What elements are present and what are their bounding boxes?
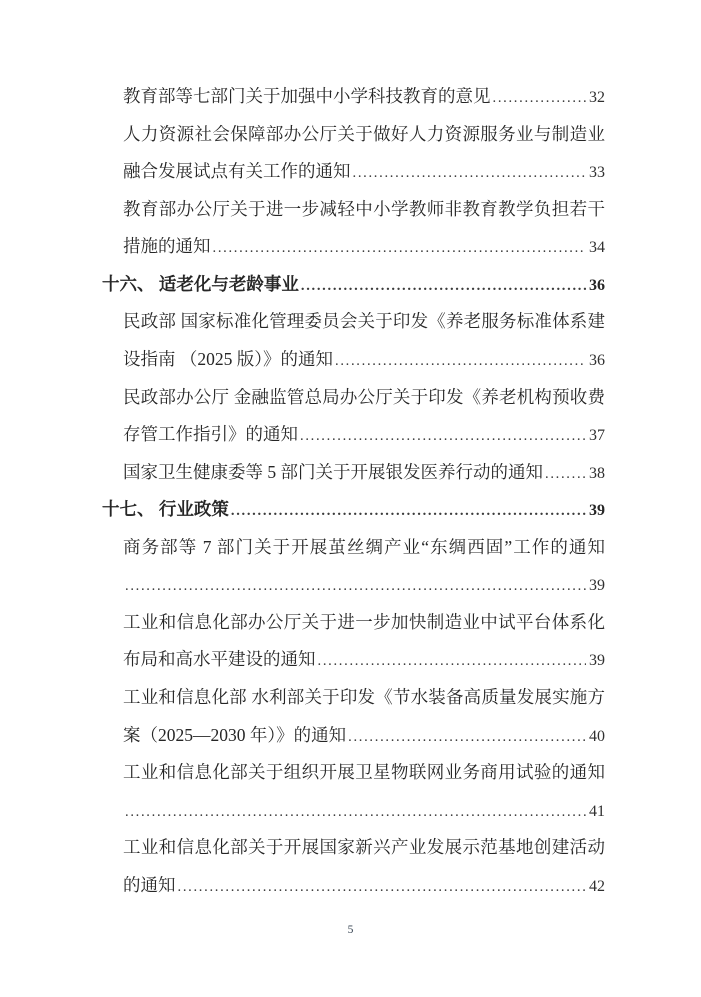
toc-entry-line xyxy=(0,454,701,492)
toc-entry-line xyxy=(0,679,701,717)
page-number: 38 xyxy=(589,464,605,482)
toc-section-line xyxy=(0,266,701,304)
dot-leader xyxy=(300,416,586,456)
toc-section-title: 十六、 适老化与老龄事业 xyxy=(102,273,299,294)
dot-leader xyxy=(348,717,586,757)
toc-entry-line xyxy=(0,566,701,604)
dot-leader xyxy=(335,341,586,381)
toc-text: 设指南 （2025 版）》的通知 xyxy=(123,348,333,369)
page-number: 32 xyxy=(589,89,605,106)
toc-entry-line xyxy=(0,641,701,679)
footer-page-number: 5 xyxy=(347,924,354,936)
dot-leader xyxy=(125,792,586,832)
page-number: 36 xyxy=(589,276,605,294)
toc-entry-line xyxy=(0,153,701,191)
page-number: 39 xyxy=(589,652,605,670)
dot-leader xyxy=(493,78,587,118)
toc-entry-line xyxy=(0,717,701,755)
toc-text: 民政部 国家标准化管理委员会关于印发《养老服务标准体系建 xyxy=(123,311,605,332)
page-number: 37 xyxy=(589,427,605,445)
toc-entry-line xyxy=(0,303,701,341)
toc-section-title: 十七、 行业政策 xyxy=(102,499,229,520)
toc-entry-line xyxy=(0,191,701,229)
toc-entry-line xyxy=(0,116,701,154)
toc-text: 工业和信息化部 水利部关于印发《节水装备高质量发展实施方 xyxy=(123,687,605,707)
table-of-contents xyxy=(0,78,701,904)
page-number: 41 xyxy=(589,802,605,820)
dot-leader xyxy=(125,566,586,606)
dot-leader xyxy=(318,641,587,681)
toc-entry-line xyxy=(0,78,701,116)
page-number: 39 xyxy=(589,502,605,520)
toc-text: 措施的通知 xyxy=(123,236,211,257)
toc-entry-line xyxy=(0,867,701,905)
toc-text: 商务部等 7 部门关于开展茧丝绸产业“东绸西固”工作的通知 xyxy=(123,536,605,557)
toc-text: 融合发展试点有关工作的通知 xyxy=(123,161,351,182)
toc-text: 工业和信息化部办公厅关于进一步加快制造业中试平台体系化 xyxy=(123,611,605,632)
toc-entry-line xyxy=(0,379,701,417)
dot-leader xyxy=(213,228,587,268)
toc-entry-line xyxy=(0,529,701,567)
toc-section-line xyxy=(0,491,701,529)
page-number: 34 xyxy=(589,239,605,257)
page-number: 40 xyxy=(589,727,605,745)
page-number: 42 xyxy=(589,877,605,895)
toc-entry-line xyxy=(0,228,701,266)
toc-text: 国家卫生健康委等 5 部门关于开展银发医养行动的通知 xyxy=(123,461,543,482)
dot-leader xyxy=(353,153,587,193)
dot-leader xyxy=(231,491,586,531)
toc-text: 存管工作指引》的通知 xyxy=(123,424,298,445)
page-number: 36 xyxy=(589,351,605,369)
toc-entry-line xyxy=(0,829,701,867)
toc-entry-line xyxy=(0,754,701,792)
toc-text: 案（2025—2030 年）》的通知 xyxy=(123,724,347,745)
dot-leader xyxy=(178,867,587,907)
toc-text: 布局和高水平建设的通知 xyxy=(123,649,316,670)
page-number: 33 xyxy=(589,164,605,182)
toc-text: 教育部办公厅关于进一步减轻中小学教师非教育教学负担若干 xyxy=(123,198,605,219)
toc-text: 民政部办公厅 金融监管总局办公厅关于印发《养老机构预收费 xyxy=(123,386,605,407)
dot-leader xyxy=(545,454,586,494)
dot-leader xyxy=(301,266,586,306)
toc-text: 工业和信息化部关于开展国家新兴产业发展示范基地创建活动 xyxy=(123,837,605,858)
toc-entry-line xyxy=(0,792,701,830)
page-number: 39 xyxy=(589,577,605,595)
toc-text: 人力资源社会保障部办公厅关于做好人力资源服务业与制造业 xyxy=(123,123,605,144)
toc-text: 工业和信息化部关于组织开展卫星物联网业务商用试验的通知 xyxy=(123,762,605,783)
toc-text: 的通知 xyxy=(123,874,176,895)
toc-entry-line xyxy=(0,341,701,379)
toc-entry-line xyxy=(0,604,701,642)
toc-entry-line xyxy=(0,416,701,454)
toc-text: 教育部等七部门关于加强中小学科技教育的意见 xyxy=(123,86,491,106)
